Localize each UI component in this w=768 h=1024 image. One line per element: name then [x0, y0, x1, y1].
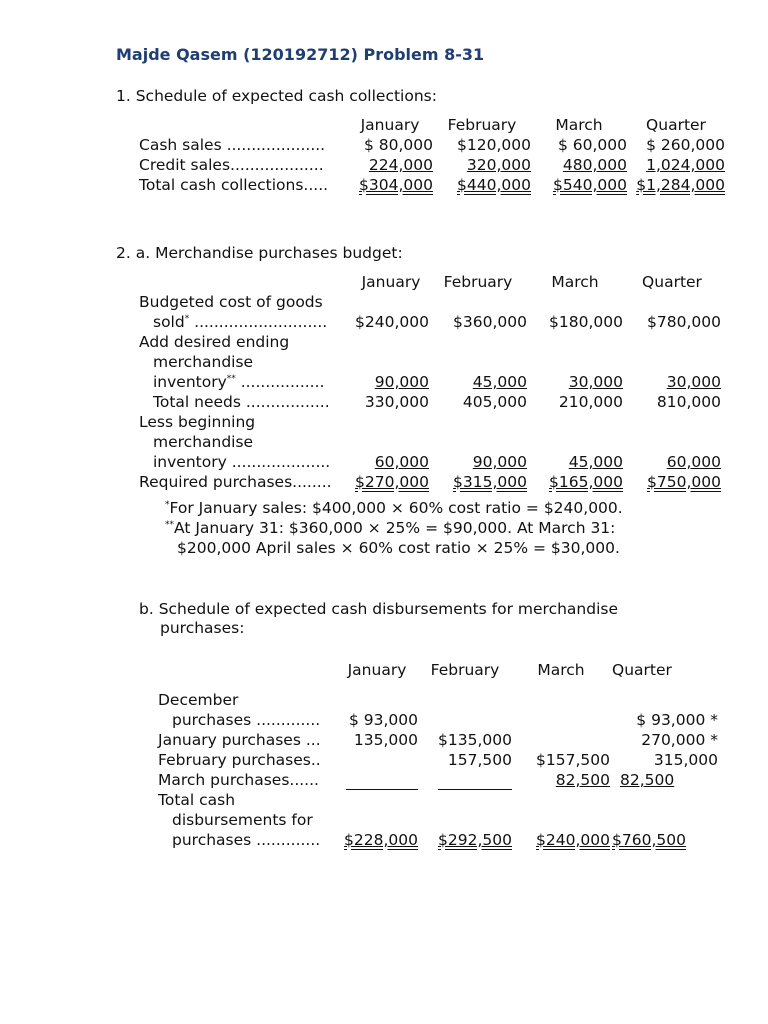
cell-value: $135,000: [438, 731, 512, 749]
table-row: [158, 750, 718, 770]
cell-value: 210,000: [558, 393, 623, 411]
table-row: [139, 312, 721, 332]
column-header: February: [430, 661, 500, 679]
table-row: [139, 155, 725, 175]
column-header: March: [555, 116, 603, 134]
column-header: January: [347, 661, 407, 679]
cell-value: 320,000: [466, 156, 531, 174]
cell-value: $157,500: [536, 751, 610, 769]
footnote-marker: *: [165, 499, 170, 510]
table-header-row: [158, 660, 718, 680]
cell-value: 270,000 *: [641, 731, 718, 749]
row-label: purchases .............: [172, 711, 321, 729]
blank-underline: [438, 775, 512, 790]
row-label: inventory ....................: [153, 453, 331, 471]
table-header-row: [139, 115, 725, 135]
cell-value: $440,000: [457, 176, 531, 194]
row-label: February purchases..: [158, 751, 321, 769]
cell-value: 82,500: [620, 771, 675, 789]
cell-value: $750,000: [647, 473, 721, 491]
table-row: [139, 175, 725, 195]
row-label: Add desired ending: [139, 333, 290, 351]
row-leader: .................: [235, 373, 325, 391]
column-header: March: [551, 273, 599, 291]
footnote-text: For January sales: $400,000 × 60% cost ratio = $240,000.: [169, 499, 623, 517]
table-row: [139, 372, 721, 392]
cash-disbursements-table: [158, 660, 718, 850]
cell-value: 45,000: [472, 373, 527, 391]
row-label: Budgeted cost of goods: [139, 293, 323, 311]
table-row: [139, 135, 725, 155]
cell-value: 1,024,000: [646, 156, 725, 174]
cell-value: 157,500: [447, 751, 512, 769]
cell-value: $240,000: [355, 313, 429, 331]
blank-underline: [346, 775, 418, 790]
table-row: [139, 472, 721, 492]
page-title: Majde Qasem (120192712) Problem 8-31: [116, 45, 485, 64]
cell-value: 405,000: [462, 393, 527, 411]
cell-value: 330,000: [364, 393, 429, 411]
cell-value: $270,000: [355, 473, 429, 491]
cell-value: 224,000: [368, 156, 433, 174]
cell-value: $ 80,000: [363, 136, 433, 154]
row-label: inventory: [153, 373, 227, 391]
cash-collections-table: [139, 115, 725, 195]
section-2b-heading: b. Schedule of expected cash disbursements for merchandise: [139, 600, 619, 618]
row-label: merchandise: [153, 353, 254, 371]
column-header: Quarter: [612, 661, 672, 679]
row-label: merchandise: [153, 433, 254, 451]
row-label: Less beginning: [139, 413, 256, 431]
table-row: [158, 770, 718, 790]
purchases-budget-table: [139, 272, 721, 492]
cell-value: 315,000: [653, 751, 718, 769]
row-label: Required purchases........: [139, 473, 332, 491]
section-2a-heading: 2. a. Merchandise purchases budget:: [116, 244, 403, 262]
cell-value: 82,500: [555, 771, 610, 789]
cell-value: $760,500: [612, 831, 686, 849]
table-header-row: [139, 272, 721, 292]
cell-value: $780,000: [647, 313, 721, 331]
cell-value: $120,000: [457, 136, 531, 154]
footnote-marker: *: [184, 313, 190, 324]
cell-value: $ 260,000: [646, 136, 725, 154]
cell-value: 480,000: [562, 156, 627, 174]
cell-value: $1,284,000: [636, 176, 725, 194]
cell-value: 30,000: [568, 373, 623, 391]
footnote-marker: **: [165, 519, 174, 530]
column-header: Quarter: [646, 116, 706, 134]
cell-value: $315,000: [453, 473, 527, 491]
cell-value: $ 93,000: [348, 711, 418, 729]
cell-value: $ 93,000 *: [636, 711, 718, 729]
table-row: [158, 730, 718, 750]
table-row: [139, 392, 721, 412]
row-label: Total cash collections.....: [139, 176, 329, 194]
row-label: purchases .............: [172, 831, 321, 849]
column-header: March: [537, 661, 585, 679]
cell-value: $165,000: [549, 473, 623, 491]
cell-value: [418, 710, 512, 730]
footnote-3: $200,000 April sales × 60% cost ratio × 25% = $30,000.: [177, 539, 620, 557]
cell-value: [336, 750, 418, 770]
cell-value: 60,000: [666, 453, 721, 471]
cell-value: $292,500: [438, 831, 512, 849]
row-label: March purchases......: [158, 771, 319, 789]
cell-value: $240,000: [536, 831, 610, 849]
cell-value: $180,000: [549, 313, 623, 331]
row-label: Cash sales ....................: [139, 136, 326, 154]
cell-value: $360,000: [453, 313, 527, 331]
cell-value: $540,000: [553, 176, 627, 194]
footnote-text: At January 31: $360,000 × 25% = $90,000. At March 31:: [174, 519, 616, 537]
cell-value: 90,000: [472, 453, 527, 471]
cell-value: [512, 710, 610, 730]
footnote-2: [165, 519, 615, 537]
section-1-heading: 1. Schedule of expected cash collections:: [116, 87, 437, 105]
column-header: January: [360, 116, 420, 134]
cell-value: $ 60,000: [557, 136, 627, 154]
column-header: January: [361, 273, 421, 291]
cell-value: 30,000: [666, 373, 721, 391]
table-row: [158, 710, 718, 730]
row-label: disbursements for: [172, 811, 313, 829]
cell-value: [512, 730, 610, 750]
footnote-1: [165, 499, 623, 517]
cell-value: 90,000: [374, 373, 429, 391]
row-leader: ...........................: [189, 313, 328, 331]
section-2b-heading-cont: purchases:: [160, 619, 245, 637]
table-row: [158, 830, 718, 850]
column-header: February: [447, 116, 517, 134]
row-label: sold: [153, 313, 185, 331]
cell-value: $304,000: [359, 176, 433, 194]
row-label: January purchases ...: [158, 731, 321, 749]
row-label: Total cash: [158, 791, 236, 809]
cell-value: 135,000: [353, 731, 418, 749]
column-header: Quarter: [642, 273, 702, 291]
cell-value: 810,000: [656, 393, 721, 411]
footnote-marker: **: [226, 373, 236, 384]
cell-value: 45,000: [568, 453, 623, 471]
cell-value: 60,000: [374, 453, 429, 471]
table-row: [139, 452, 721, 472]
row-label: December: [158, 691, 239, 709]
cell-value: $228,000: [344, 831, 418, 849]
row-label: Total needs .................: [153, 393, 330, 411]
column-header: February: [443, 273, 513, 291]
row-label: Credit sales...................: [139, 156, 324, 174]
